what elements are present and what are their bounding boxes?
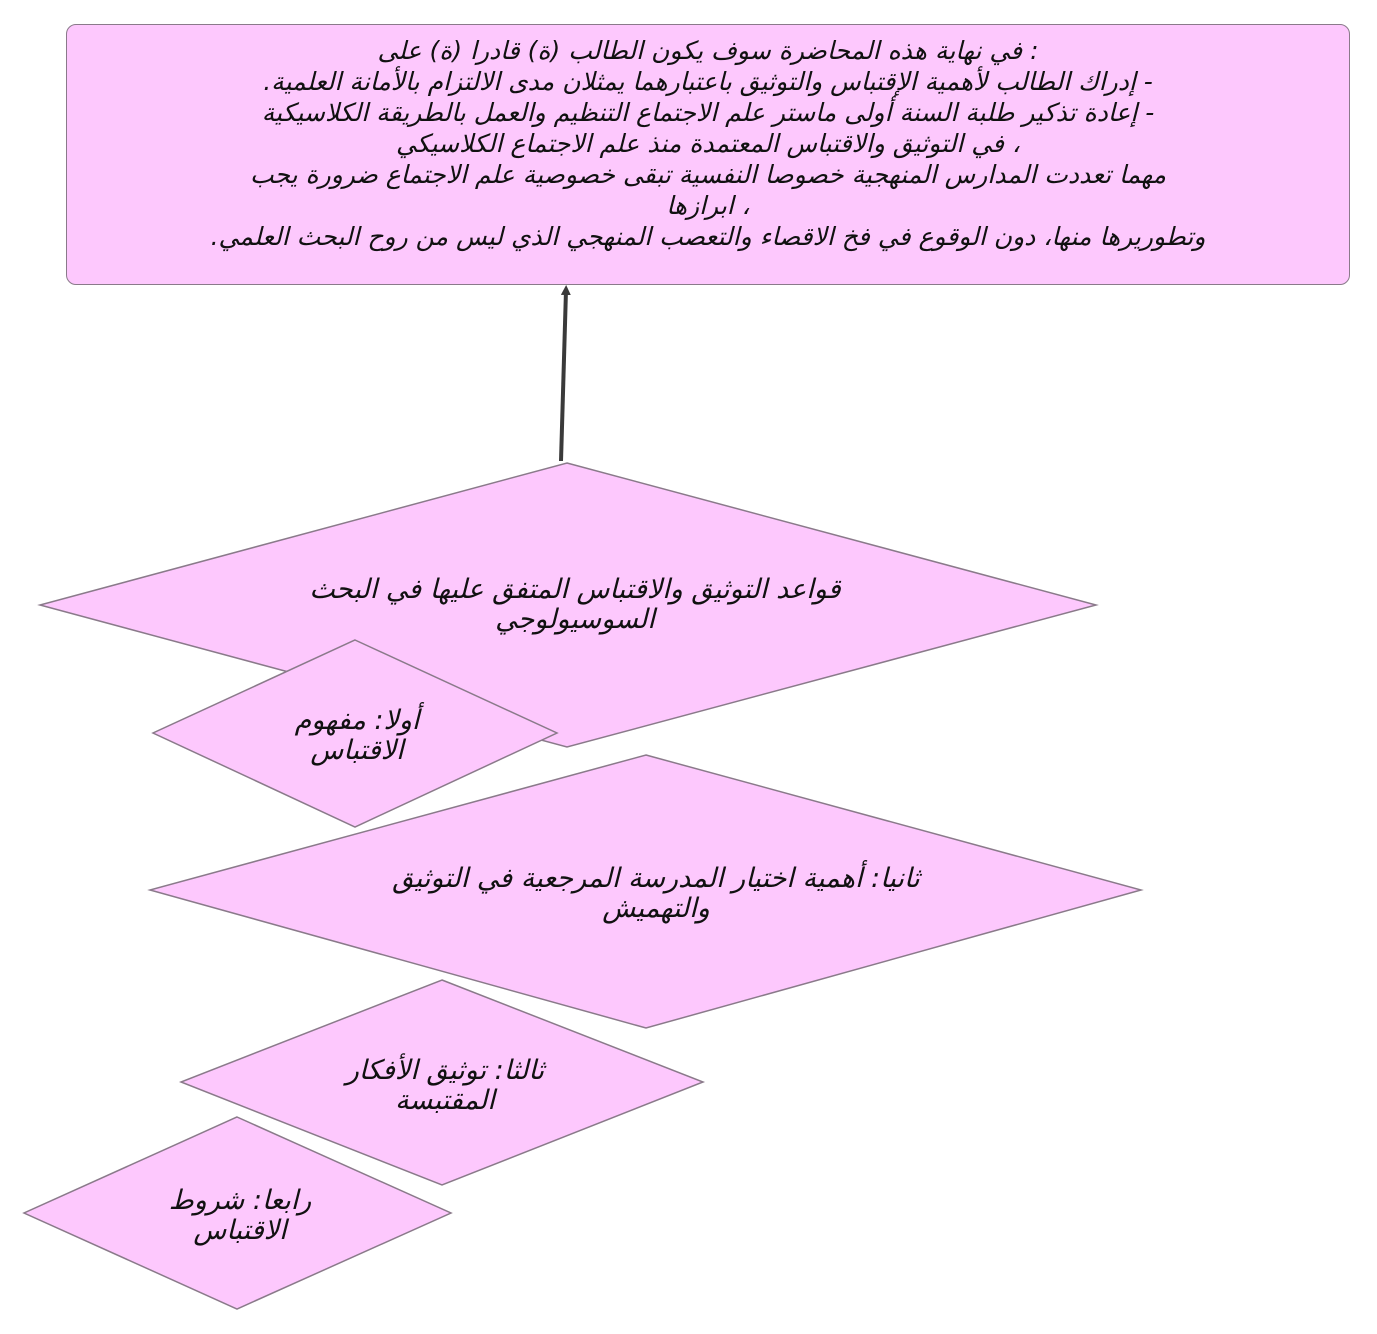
objectives-box [66,24,1350,285]
fourth-topic-label: رابعا: شروط الاقتباس [168,1185,312,1246]
third-topic-label: ثالثا: توثيق الأفكار المقتبسة [345,1055,545,1116]
main-topic-label: قواعد التوثيق والاقتباس المتفق عليها في البحث السوسيولوجي [309,574,841,635]
objectives-line-1: : في نهاية هذه المحاضرة سوف يكون الطالب (ة) قادرا (ة) على [377,36,1039,65]
second-topic-label: ثانيا: أهمية اختيار المدرسة المرجعية في التوثيق والتهميش [392,863,920,924]
objectives-line-5: مهما تعددت المدارس المنهجية خصوصا النفسية تبقى خصوصية علم الاجتماع ضرورة يجب [249,160,1167,189]
connector-arrow [561,290,566,461]
objectives-line-4: ، في التوثيق والاقتباس المعتمدة منذ علم الاجتماع الكلاسيكي [395,129,1021,158]
objectives-line-6: ، ابرازها [666,191,750,220]
objectives-line-7: وتطوريرها منها، دون الوقوع في فخ الاقصاء والتعصب المنهجي الذي ليس من روح البحث العلمي. [210,222,1206,251]
objectives-line-2: - إدراك الطالب لأهمية الإقتباس والتوثيق باعتبارهما يمثلان مدى الالتزام بالأمانة العلمية. [263,67,1153,96]
objectives-line-3: - إعادة تذكير طلبة السنة أولى ماستر علم الاجتماع التنظيم والعمل بالطريقة الكلاسيكية [261,98,1155,127]
first-topic-label: أولا: مفهوم الاقتباس [294,705,420,766]
